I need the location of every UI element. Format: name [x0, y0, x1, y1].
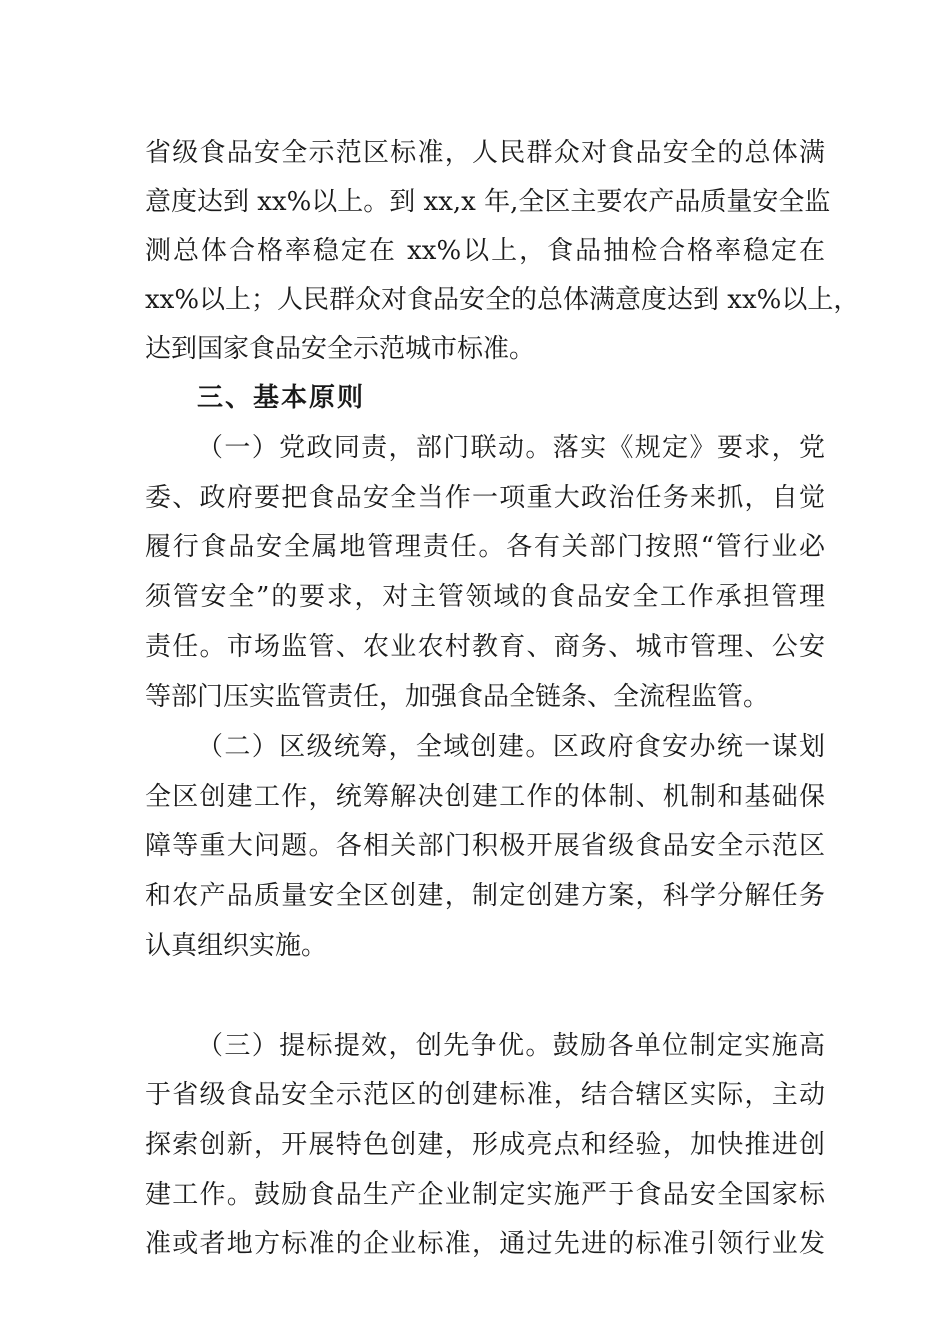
paragraph-line: 意度达到 xx%以上。到 xx,x 年,全区主要农产品质量安全监	[145, 187, 831, 217]
section-heading: 三、基本原则	[197, 383, 366, 413]
paragraph-line: 全区创建工作，统筹解决创建工作的体制、机制和基础保	[145, 782, 825, 812]
paragraph-line: （三）提标提效，创先争优。鼓励各单位制定实施高	[197, 1031, 825, 1061]
paragraph-line: 于省级食品安全示范区的创建标准，结合辖区实际，主动	[145, 1080, 825, 1110]
paragraph-line: （二）区级统筹，全域创建。区政府食安办统一谋划	[197, 732, 825, 762]
paragraph-line: 建工作。鼓励食品生产企业制定实施严于食品安全国家标	[145, 1180, 825, 1210]
paragraph-line: 须管安全”的要求，对主管领域的食品安全工作承担管理	[145, 582, 825, 612]
paragraph-line: 障等重大问题。各相关部门积极开展省级食品安全示范区	[145, 831, 825, 861]
paragraph-line: 测总体合格率稳定在 xx%以上，食品抽检合格率稳定在	[145, 236, 825, 266]
paragraph-line: 认真组织实施。	[145, 931, 328, 961]
paragraph-line: 达到国家食品安全示范城市标准。	[145, 334, 536, 364]
paragraph-line: 准或者地方标准的企业标准，通过先进的标准引领行业发	[145, 1229, 825, 1259]
paragraph-line: 省级食品安全示范区标准，人民群众对食品安全的总体满	[145, 138, 825, 168]
paragraph-line: （一）党政同责，部门联动。落实《规定》要求，党	[197, 433, 825, 463]
paragraph-line: 探索创新，开展特色创建，形成亮点和经验，加快推进创	[145, 1130, 825, 1160]
paragraph-line: 和农产品质量安全区创建，制定创建方案，科学分解任务	[145, 881, 825, 911]
paragraph-line: xx%以上；人民群众对食品安全的总体满意度达到 xx%以上，	[145, 285, 860, 315]
paragraph-line: 责任。市场监管、农业农村教育、商务、城市管理、公安	[145, 632, 825, 662]
paragraph-line: 履行食品安全属地管理责任。各有关部门按照“管行业必	[145, 532, 825, 562]
paragraph-line: 委、政府要把食品安全当作一项重大政治任务来抓，自觉	[145, 483, 825, 513]
paragraph-line: 等部门压实监管责任，加强食品全链条、全流程监管。	[145, 682, 770, 712]
